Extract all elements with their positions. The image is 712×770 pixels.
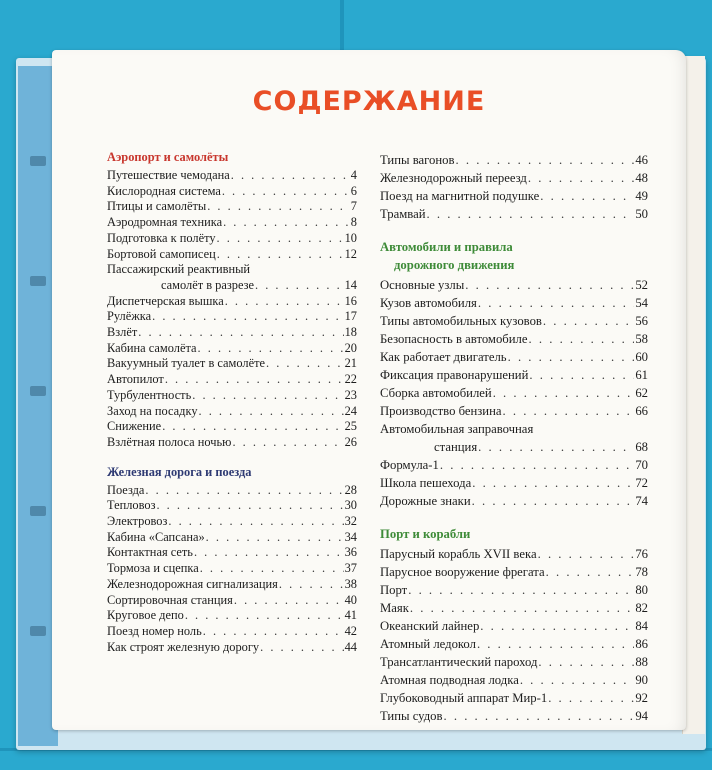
toc-entry	[380, 545, 648, 563]
toc-leader-dots	[165, 372, 344, 388]
toc-entry	[380, 384, 648, 402]
toc-page-number: 6	[350, 183, 357, 198]
toc-entry-title: Тормоза и сцепка	[107, 561, 199, 576]
toc-entry-title: Контактная сеть	[107, 545, 193, 560]
toc-leader-dots	[225, 294, 344, 310]
toc-page-number: 68	[635, 440, 648, 454]
toc-leader-dots	[206, 530, 344, 546]
toc-page-number: 42	[344, 623, 357, 638]
toc-leader-dots	[152, 309, 343, 325]
toc-leader-dots	[185, 608, 344, 624]
toc-entry	[107, 309, 357, 325]
toc-leader-dots	[543, 312, 634, 330]
toc-entry	[107, 514, 357, 530]
toc-entry-title: Пассажирский реактивный	[107, 262, 251, 277]
toc-entry	[380, 366, 648, 384]
toc-page-number: 76	[635, 547, 648, 561]
toc-leader-dots	[456, 151, 635, 169]
toc-page-number: 38	[344, 576, 357, 591]
toc-page-number: 24	[344, 403, 357, 418]
toc-leader-dots	[203, 624, 344, 640]
toc-entry	[380, 312, 648, 330]
toc-leader-dots	[234, 593, 344, 609]
contents-left-column	[107, 150, 357, 655]
toc-page-number: 30	[344, 498, 357, 513]
toc-entry	[380, 420, 648, 456]
toc-leader-dots	[168, 514, 343, 530]
toc-entry	[380, 187, 648, 205]
toc-entry-title: Поезд номер ноль	[107, 623, 202, 638]
toc-page-number: 80	[635, 583, 648, 597]
toc-page-number: 58	[635, 332, 648, 346]
toc-entry	[380, 492, 648, 510]
toc-entry-title: Порт	[380, 583, 408, 597]
toc-leader-dots	[520, 671, 634, 689]
toc-page-number: 40	[344, 592, 357, 607]
toc-entry	[380, 456, 648, 474]
toc-entry	[107, 577, 357, 593]
toc-entry-title: Кабина самолёта	[107, 340, 197, 355]
toc-leader-dots	[478, 294, 634, 312]
toc-page-number: 37	[344, 561, 357, 576]
section-gap	[380, 510, 648, 527]
contents-page	[52, 50, 686, 730]
toc-leader-dots	[493, 384, 635, 402]
toc-leader-dots	[548, 689, 634, 707]
toc-page-number: 20	[344, 340, 357, 355]
toc-entry	[107, 184, 357, 200]
toc-page-number: 82	[635, 601, 648, 615]
toc-page-number: 25	[344, 419, 357, 434]
toc-entry-title: Типы вагонов	[380, 153, 455, 167]
toc-entry	[380, 599, 648, 617]
toc-leader-dots	[410, 599, 634, 617]
toc-leader-dots	[472, 474, 634, 492]
toc-page-number: 34	[344, 529, 357, 544]
toc-entry	[107, 498, 357, 514]
section-gap	[107, 451, 357, 465]
toc-entry-title: Сборка автомобилей	[380, 386, 492, 400]
toc-leader-dots	[199, 404, 344, 420]
toc-entry	[107, 294, 357, 310]
toc-leader-dots	[138, 325, 343, 341]
toc-page-number: 56	[635, 314, 648, 328]
toc-entry	[380, 276, 648, 294]
toc-entry-title: Поезда	[107, 482, 145, 497]
toc-entry-title: Круговое депо	[107, 608, 184, 623]
toc-entry	[380, 653, 648, 671]
toc-page-number: 50	[635, 207, 648, 221]
toc-leader-dots	[538, 545, 635, 563]
toc-page-number: 86	[635, 637, 648, 651]
toc-leader-dots	[472, 492, 635, 510]
toc-leader-dots	[427, 205, 635, 223]
toc-entry-title: Подготовка к полёту	[107, 230, 216, 245]
toc-entry	[380, 474, 648, 492]
toc-leader-dots	[480, 617, 634, 635]
toc-entry	[107, 404, 357, 420]
toc-leader-dots	[478, 438, 634, 456]
toc-entry-title: Взлётная полоса ночью	[107, 434, 232, 449]
toc-page-number: 72	[635, 476, 648, 490]
toc-entry	[107, 168, 357, 184]
toc-entry-title: Путешествие чемодана	[107, 168, 230, 182]
toc-entry	[380, 151, 648, 169]
toc-entry-title: Рулёжка	[107, 309, 152, 324]
toc-leader-dots	[465, 276, 634, 294]
toc-entry-title: Трамвай	[380, 207, 426, 221]
toc-entry-title-continued: самолёт в разрезе	[161, 277, 254, 292]
toc-leader-dots	[192, 388, 343, 404]
toc-entry	[107, 388, 357, 404]
section-title: Аэропорт и самолёты	[107, 150, 229, 164]
toc-page-number: 4	[350, 168, 357, 182]
toc-entry	[380, 294, 648, 312]
toc-page-number: 84	[635, 619, 648, 633]
toc-leader-dots	[198, 341, 344, 357]
toc-page-number: 12	[344, 246, 357, 261]
toc-entry	[107, 262, 357, 293]
toc-page-number: 26	[344, 434, 357, 449]
toc-page-number: 21	[344, 356, 357, 371]
toc-entry	[380, 402, 648, 420]
toc-entry-title: Океанский лайнер	[380, 619, 480, 633]
toc-page-number: 16	[344, 293, 357, 308]
toc-page-number: 92	[635, 691, 648, 705]
toc-page-number: 23	[344, 387, 357, 402]
section-title: Порт и корабли	[380, 527, 471, 541]
toc-entry-title: Трансатлантический пароход	[380, 655, 538, 669]
toc-leader-dots	[546, 563, 635, 581]
toc-entry-title: Формула-1	[380, 458, 439, 472]
toc-page-number: 49	[635, 189, 648, 203]
toc-entry	[107, 593, 357, 609]
toc-entry	[380, 563, 648, 581]
toc-entry-title: Заход на посадку	[107, 403, 198, 418]
toc-entry-title: Кабина «Сапсана»	[107, 529, 205, 544]
toc-entry	[107, 356, 357, 372]
toc-entry-line	[380, 438, 648, 456]
toc-leader-dots	[231, 168, 350, 184]
toc-leader-dots	[156, 498, 343, 514]
toc-entry-title: Фиксация правонарушений	[380, 368, 529, 382]
toc-entry	[380, 635, 648, 653]
toc-entry	[107, 530, 357, 546]
toc-entry-title: Как работает двигатель	[380, 350, 507, 364]
toc-entry-title: Птицы и самолёты	[107, 199, 207, 214]
toc-entry	[107, 372, 357, 388]
toc-entry-title: Типы автомобильных кузовов	[380, 314, 542, 328]
toc-entry-line	[107, 278, 357, 294]
toc-entry	[107, 608, 357, 624]
toc-entry-title: Производство бензина	[380, 404, 502, 418]
toc-page-number: 54	[635, 296, 648, 310]
toc-entry-title: Кузов автомобиля	[380, 296, 477, 310]
toc-entry-title: Железнодорожная сигнализация	[107, 576, 278, 591]
toc-entry	[107, 199, 357, 215]
toc-entry	[107, 624, 357, 640]
page-title: СОДЕРЖАНИЕ	[252, 86, 486, 117]
toc-entry	[107, 483, 357, 499]
toc-leader-dots	[538, 653, 634, 671]
toc-entry	[107, 561, 357, 577]
toc-page-number: 88	[635, 655, 648, 669]
toc-entry-title: Снижение	[107, 419, 162, 434]
toc-entry	[107, 215, 357, 231]
toc-entry-title: Электровоз	[107, 514, 168, 529]
toc-entry-title: Железнодорожный переезд	[380, 171, 527, 185]
toc-leader-dots	[529, 330, 635, 348]
toc-leader-dots	[529, 366, 634, 384]
toc-entry-title: Атомный ледокол	[380, 637, 476, 651]
toc-entry-title: Маяк	[380, 601, 409, 615]
contents-right-column	[380, 151, 648, 725]
toc-page-number: 36	[344, 545, 357, 560]
toc-entry	[107, 325, 357, 341]
toc-leader-dots	[477, 635, 634, 653]
toc-entry-title: Школа пешехода	[380, 476, 472, 490]
toc-page-number: 74	[635, 494, 648, 508]
toc-entry	[107, 341, 357, 357]
toc-page-number: 10	[344, 230, 357, 245]
toc-entry	[380, 205, 648, 223]
toc-entry-title-continued: станция	[434, 440, 478, 454]
toc-entry	[107, 247, 357, 263]
toc-entry-title: Аэродромная техника	[107, 215, 223, 230]
toc-page-number: 48	[635, 171, 648, 185]
toc-entry-title: Основные узлы	[380, 278, 465, 292]
toc-page-number: 94	[635, 709, 648, 723]
toc-entry	[380, 348, 648, 366]
toc-page-number: 17	[344, 309, 357, 324]
toc-entry-title: Бортовой самописец	[107, 246, 216, 261]
toc-entry	[107, 545, 357, 561]
toc-entry	[380, 169, 648, 187]
section-title-continued: дорожного движения	[394, 258, 515, 272]
section-title: Железная дорога и поезда	[107, 464, 252, 479]
toc-entry-title: Глубоководный аппарат Мир-1	[380, 691, 548, 705]
toc-page-number: 7	[350, 199, 357, 214]
toc-page-number: 78	[635, 565, 648, 579]
toc-entry-title: Сортировочная станция	[107, 592, 233, 607]
toc-page-number: 41	[344, 608, 357, 623]
toc-entry	[107, 231, 357, 247]
toc-leader-dots	[440, 456, 634, 474]
toc-entry-title: Парусный корабль XVII века	[380, 547, 537, 561]
toc-page-number: 44	[344, 639, 357, 654]
section-gap	[380, 223, 648, 240]
toc-page-number: 90	[635, 673, 648, 687]
toc-entry-title: Типы судов	[380, 709, 443, 723]
toc-leader-dots	[217, 231, 344, 247]
section-title: Автомобили и правила	[380, 240, 513, 254]
toc-entry-title: Поезд на магнитной подушке	[380, 189, 540, 203]
toc-leader-dots	[217, 247, 344, 263]
toc-leader-dots	[194, 545, 344, 561]
toc-entry-title: Взлёт	[107, 325, 138, 340]
toc-entry	[380, 689, 648, 707]
toc-leader-dots	[444, 707, 635, 725]
toc-page-number: 62	[635, 386, 648, 400]
toc-page-number: 46	[635, 153, 648, 167]
toc-leader-dots	[207, 199, 350, 215]
toc-entry	[380, 581, 648, 599]
toc-leader-dots	[260, 640, 343, 656]
toc-entry-title: Безопасность в автомобиле	[380, 332, 528, 346]
toc-page-number: 32	[344, 514, 357, 529]
toc-page-number: 61	[635, 368, 648, 382]
toc-entry	[107, 419, 357, 435]
toc-entry-title: Как строят железную дорогу	[107, 639, 260, 654]
toc-leader-dots	[408, 581, 634, 599]
toc-leader-dots	[222, 184, 350, 200]
toc-leader-dots	[223, 215, 350, 231]
toc-entry	[380, 707, 648, 725]
toc-entry	[107, 640, 357, 656]
toc-page-number: 18	[344, 325, 357, 340]
toc-leader-dots	[508, 348, 635, 366]
toc-leader-dots	[266, 356, 344, 372]
toc-leader-dots	[232, 435, 343, 451]
toc-page-number: 70	[635, 458, 648, 472]
toc-entry	[107, 435, 357, 451]
toc-entry-title: Тепловоз	[107, 498, 156, 513]
toc-entry	[380, 330, 648, 348]
toc-leader-dots	[200, 561, 344, 577]
mat-seam	[340, 0, 344, 52]
toc-leader-dots	[162, 419, 343, 435]
toc-page-number: 22	[344, 372, 357, 387]
toc-leader-dots	[255, 278, 344, 294]
toc-leader-dots	[279, 577, 344, 593]
toc-entry-title: Турбулентность	[107, 387, 192, 402]
toc-page-number: 28	[344, 482, 357, 497]
toc-entry	[380, 617, 648, 635]
toc-page-number: 60	[635, 350, 648, 364]
toc-page-number: 8	[350, 215, 357, 230]
toc-page-number: 52	[635, 278, 648, 292]
toc-page-number: 14	[344, 277, 357, 292]
toc-entry-title: Вакуумный туалет в самолёте	[107, 356, 266, 371]
toc-entry-title: Дорожные знаки	[380, 494, 471, 508]
toc-leader-dots	[540, 187, 634, 205]
toc-leader-dots	[503, 402, 635, 420]
toc-entry-title: Диспетчерская вышка	[107, 293, 224, 308]
toc-entry-title: Автопилот	[107, 372, 164, 387]
toc-entry-title: Кислородная система	[107, 183, 221, 198]
toc-entry-title: Парусное вооружение фрегата	[380, 565, 545, 579]
toc-leader-dots	[145, 483, 343, 499]
toc-entry-title: Автомобильная заправочная	[380, 422, 534, 436]
toc-leader-dots	[528, 169, 634, 187]
toc-page-number: 66	[635, 404, 648, 418]
toc-entry	[380, 671, 648, 689]
toc-entry-title: Атомная подводная лодка	[380, 673, 519, 687]
